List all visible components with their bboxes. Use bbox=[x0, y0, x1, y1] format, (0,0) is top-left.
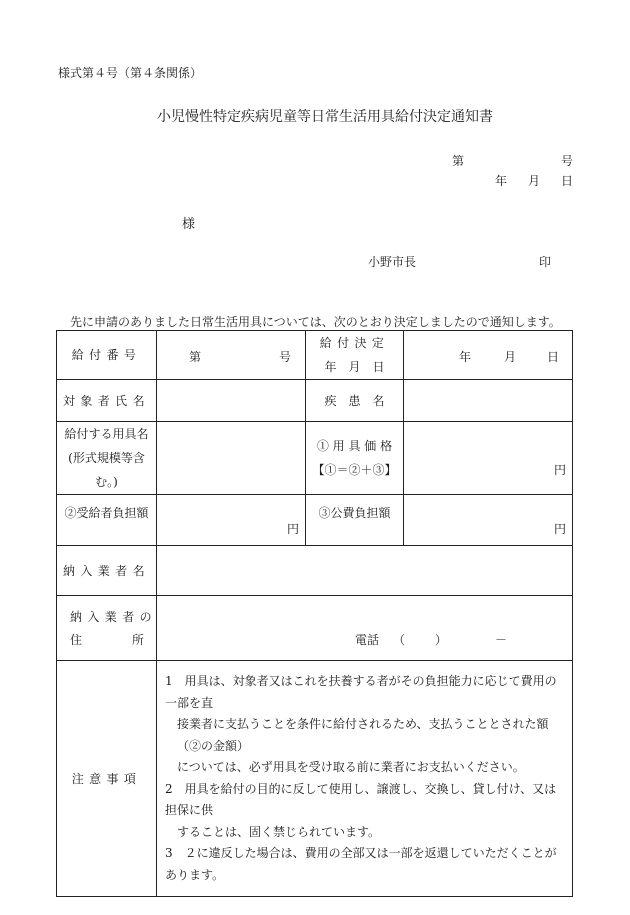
notes-cell bbox=[157, 661, 573, 897]
recipient-burden-yen: 円 bbox=[286, 522, 299, 536]
date-day: 日 bbox=[561, 174, 574, 188]
seal-mark: 印 bbox=[539, 255, 552, 269]
decision-date-label-cell bbox=[306, 331, 404, 380]
note-1-line-3: については、必ず用具を受け取る前に業者にお支払いください。 bbox=[177, 760, 525, 774]
note-3: 3 ２に違反した場合は、費用の全部又は一部を返還していただくことがあります。 bbox=[165, 846, 557, 882]
table-row bbox=[57, 380, 573, 422]
decision-date-day: 日 bbox=[547, 349, 560, 364]
doc-number-suffix: 号 bbox=[561, 154, 574, 168]
public-burden-yen: 円 bbox=[553, 522, 566, 536]
vendor-name-label: 納入業者名 bbox=[62, 563, 150, 578]
table-row bbox=[57, 596, 573, 661]
payment-number-cell bbox=[157, 331, 306, 380]
decision-date-month: 月 bbox=[504, 349, 517, 364]
phone-dash: － bbox=[495, 633, 508, 647]
price-label-1: ① 用 具 価 格 bbox=[316, 439, 393, 453]
table-row bbox=[57, 422, 573, 495]
addressee-suffix: 様 bbox=[182, 217, 196, 232]
payment-number-label: 給付番号 bbox=[71, 348, 142, 362]
equipment-label-1: 給付する用具名 bbox=[64, 427, 149, 441]
subject-name-label-cell bbox=[57, 380, 157, 422]
note-1-line-1: 1 用具は、対象者又はこれを扶養する者がその負担能力に応じて費用の一部を直 bbox=[165, 674, 557, 710]
notes-label: 注意事項 bbox=[71, 771, 142, 786]
equipment-value bbox=[157, 422, 306, 495]
vendor-address-value-cell bbox=[157, 596, 573, 661]
intro-text: 先に申請のありました日常生活用具については、次のとおり決定しましたので通知します。 bbox=[70, 315, 561, 329]
public-burden-label: ③公費負担額 bbox=[318, 506, 391, 520]
decision-date-label-1: 給付決定 bbox=[319, 336, 390, 350]
price-label-2: 【①＝②＋③】 bbox=[312, 463, 397, 477]
vendor-address-label-2a: 住 bbox=[70, 633, 83, 647]
payment-number-label-cell bbox=[57, 331, 157, 380]
table-row bbox=[57, 661, 573, 897]
payment-number-suffix: 号 bbox=[279, 349, 292, 364]
public-burden-label-cell bbox=[306, 495, 404, 546]
note-1-line-2: 接業者に支払うことを条件に給付されるため、支払うこととされた額（②の金額） bbox=[177, 717, 549, 753]
decision-date-year: 年 bbox=[459, 349, 472, 364]
decision-date-cell bbox=[404, 331, 573, 380]
disease-value bbox=[404, 380, 573, 422]
issuer: 小野市長 bbox=[368, 255, 417, 269]
doc-number-prefix: 第 bbox=[452, 154, 465, 168]
vendor-address-label-1: 納入業者の bbox=[70, 610, 158, 624]
phone-close-paren: ） bbox=[435, 633, 448, 647]
form-number: 様式第４号（第４条関係） bbox=[58, 66, 203, 80]
table-row bbox=[57, 546, 573, 596]
note-2-line-2: することは、固く禁じられています。 bbox=[177, 824, 381, 839]
table-row bbox=[57, 331, 573, 380]
price-value-cell bbox=[404, 422, 573, 495]
subject-name-value bbox=[157, 380, 306, 422]
table-row bbox=[57, 495, 573, 546]
date-year: 年 bbox=[495, 174, 508, 188]
vendor-address-label-2b: 所 bbox=[132, 633, 145, 647]
recipient-burden-label-cell bbox=[57, 495, 157, 546]
payment-number-prefix: 第 bbox=[189, 349, 202, 364]
recipient-burden-value-cell bbox=[157, 495, 306, 546]
public-burden-value-cell bbox=[404, 495, 573, 546]
subject-name-label: 対象者氏名 bbox=[62, 393, 150, 408]
equipment-label-cell bbox=[57, 422, 157, 495]
vendor-address-label-cell bbox=[57, 596, 157, 661]
decision-table bbox=[56, 330, 573, 897]
notes-label-cell bbox=[57, 661, 157, 897]
recipient-burden-label: ②受給者負担額 bbox=[64, 506, 149, 520]
price-yen: 円 bbox=[553, 463, 566, 477]
vendor-name-value bbox=[157, 546, 573, 596]
phone-open-paren: （ bbox=[393, 633, 406, 647]
decision-date-label-2: 年 月 日 bbox=[324, 360, 385, 374]
phone-label: 電話 bbox=[355, 633, 380, 647]
vendor-name-label-cell bbox=[57, 546, 157, 596]
document-title: 小児慢性特定疾病児童等日常生活用具給付決定通知書 bbox=[157, 109, 493, 125]
disease-label: 疾 患 名 bbox=[324, 393, 385, 408]
price-label-cell bbox=[306, 422, 404, 495]
date-month: 月 bbox=[528, 174, 541, 188]
disease-label-cell bbox=[306, 380, 404, 422]
equipment-label-2: (形式規模等含む。) bbox=[68, 451, 145, 489]
note-2-line-1: 2 用具を給付の目的に反して使用し、譲渡し、交換し、貸し付け、又は担保に供 bbox=[165, 781, 557, 817]
